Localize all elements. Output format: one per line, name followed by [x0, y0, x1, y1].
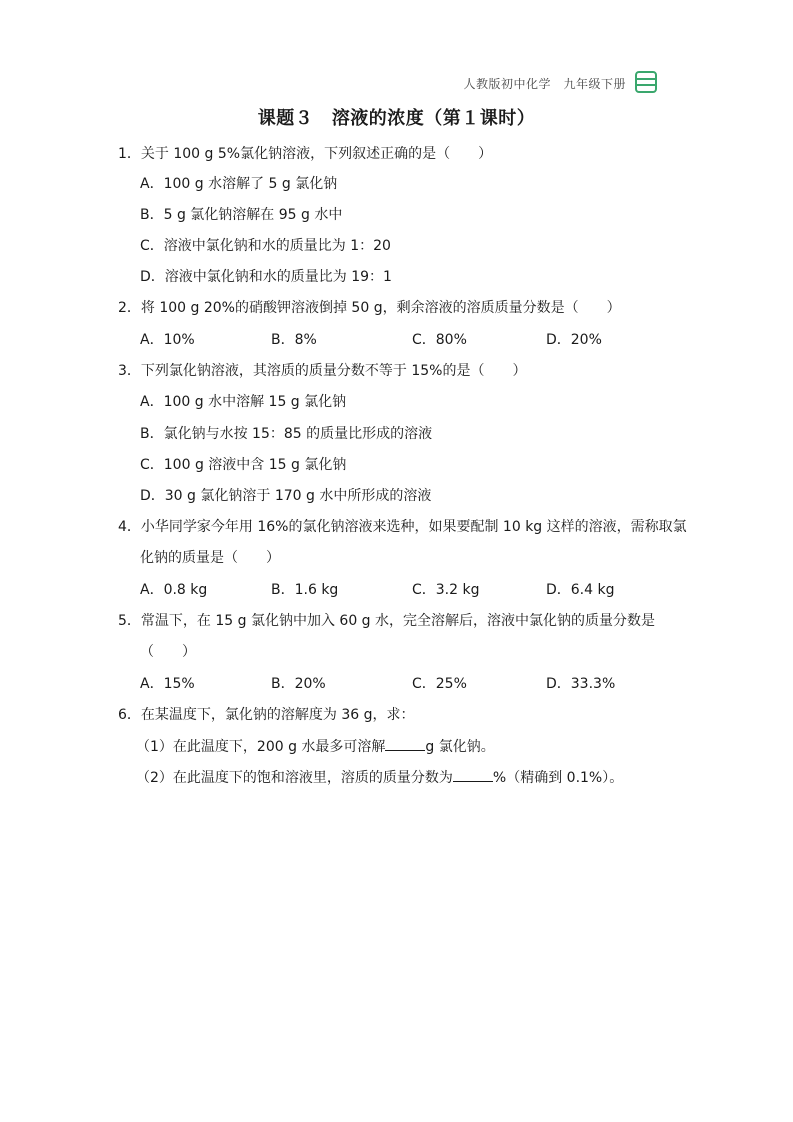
question-5-option-a: A．15% — [140, 676, 195, 692]
question-4-stem: 4．小华同学家今年用 16%的氯化钠溶液来选种，如果要配制 10 kg 这样的溶液，需称取氯 — [118, 519, 687, 535]
page-header — [420, 70, 660, 96]
question-5-option-c: C．25% — [412, 676, 467, 692]
question-5-stem: 5．常温下，在 15 g 氯化钠中加入 60 g 水，完全溶解后，溶液中氯化钠的质量分数是 — [118, 613, 656, 629]
question-6-part-1 — [136, 736, 495, 757]
book-logo-icon — [632, 70, 660, 94]
question-1-option-b: B．5 g 氯化钠溶解在 95 g 水中 — [140, 207, 343, 223]
question-3-option-c: C．100 g 溶液中含 15 g 氯化钠 — [140, 457, 347, 473]
question-2-option-a: A．10% — [140, 332, 195, 348]
question-2-option-d: D．20% — [546, 332, 602, 348]
question-6-part-1-text: （1）在此温度下，200 g 水最多可溶解 — [136, 739, 386, 755]
question-3-option-a: A．100 g 水中溶解 15 g 氯化钠 — [140, 394, 347, 410]
header-text: 人教版初中化学 九年级下册 — [463, 77, 626, 91]
question-5-option-d: D．33.3% — [546, 676, 616, 692]
question-6-part-1-unit: g 氯化钠。 — [425, 739, 495, 755]
question-5-stem-cont: （ ） — [140, 644, 196, 660]
question-2-stem: 2．将 100 g 20%的硝酸钾溶液倒掉 50 g，剩余溶液的溶质质量分数是（ ） — [118, 300, 621, 316]
question-4-option-b: B．1.6 kg — [271, 582, 339, 598]
question-2-option-c: C．80% — [412, 332, 467, 348]
question-2-option-b: B．8% — [271, 332, 317, 348]
question-1-option-a: A．100 g 水溶解了 5 g 氯化钠 — [140, 176, 338, 192]
question-1-option-c: C．溶液中氯化钠和水的质量比为 1：20 — [140, 238, 391, 254]
question-3-stem: 3．下列氯化钠溶液，其溶质的质量分数不等于 15%的是（ ） — [118, 363, 527, 379]
answer-blank[interactable] — [385, 736, 425, 751]
question-6-part-2 — [136, 767, 623, 788]
question-4-option-c: C．3.2 kg — [412, 582, 480, 598]
question-6-part-2-unit: %（精确到 0.1%）。 — [492, 770, 624, 786]
question-4-option-a: A．0.8 kg — [140, 582, 208, 598]
question-1-stem: 1．关于 100 g 5%氯化钠溶液，下列叙述正确的是（ ） — [118, 146, 493, 162]
question-6-part-2-text: （2）在此温度下的饱和溶液里，溶质的质量分数为 — [136, 770, 453, 786]
question-5-option-b: B．20% — [271, 676, 326, 692]
answer-blank[interactable] — [453, 767, 493, 782]
question-4-option-d: D．6.4 kg — [546, 582, 615, 598]
question-3-option-b: B．氯化钠与水按 15：85 的质量比形成的溶液 — [140, 426, 433, 442]
question-1-option-d: D．溶液中氯化钠和水的质量比为 19：1 — [140, 269, 392, 285]
page-title: 课题３ 溶液的浓度（第１课时） — [257, 108, 536, 129]
question-4-stem-cont: 化钠的质量是（ ） — [140, 550, 280, 566]
question-3-option-d: D．30 g 氯化钠溶于 170 g 水中所形成的溶液 — [140, 488, 432, 504]
question-6-stem: 6．在某温度下，氯化钠的溶解度为 36 g，求： — [118, 707, 415, 723]
